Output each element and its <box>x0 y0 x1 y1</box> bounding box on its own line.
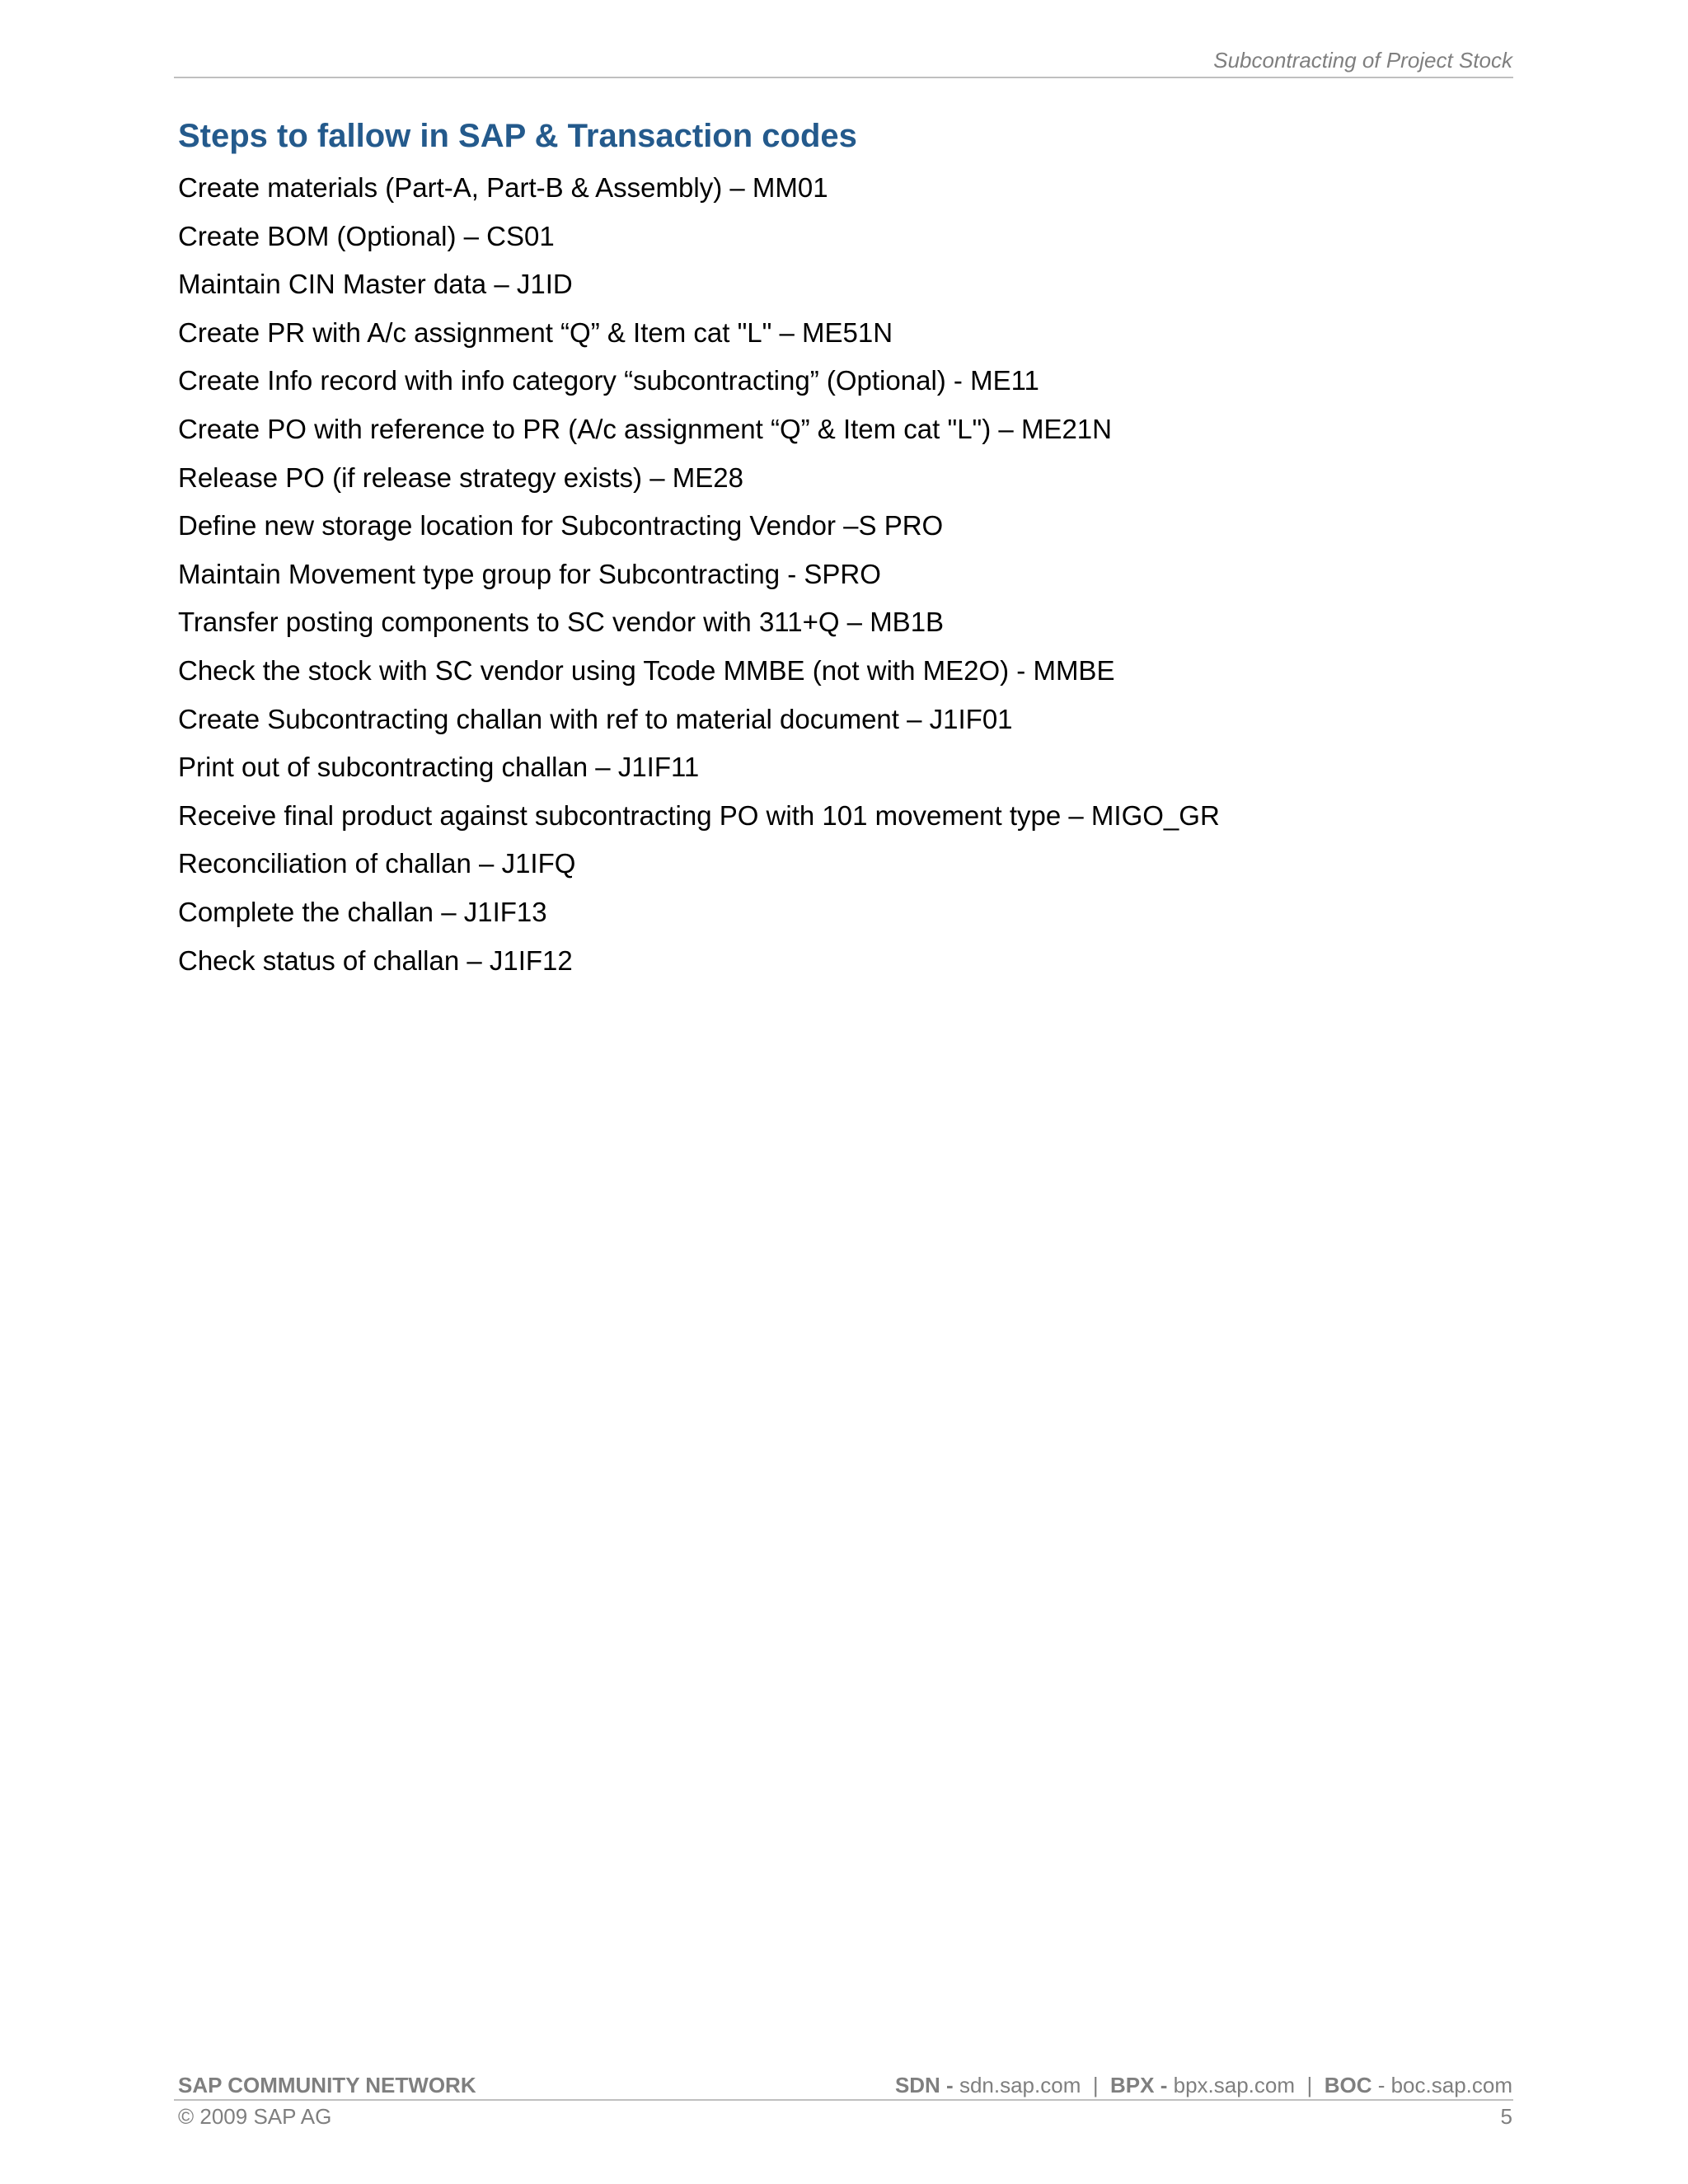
step-item: Create materials (Part-A, Part-B & Assembly) – MM01 <box>178 172 828 203</box>
footer-divider <box>174 2099 1513 2101</box>
step-item: Release PO (if release strategy exists) – ME28 <box>178 462 743 493</box>
step-item: Reconciliation of challan – J1IFQ <box>178 848 576 879</box>
sdn-link[interactable]: sdn.sap.com <box>959 2073 1081 2097</box>
footer-network-name: SAP COMMUNITY NETWORK <box>178 2073 476 2097</box>
boc-label: BOC <box>1324 2073 1372 2097</box>
step-item: Define new storage location for Subcontracting Vendor –S PRO <box>178 510 944 541</box>
step-item: Check status of challan – J1IF12 <box>178 944 573 976</box>
steps-list <box>178 171 1220 992</box>
step-item: Receive final product against subcontracting PO with 101 movement type – MIGO_GR <box>178 799 1220 831</box>
bpx-label: BPX - <box>1110 2073 1168 2097</box>
header-title: Subcontracting of Project Stock <box>1213 48 1512 73</box>
step-item: Transfer posting components to SC vendor with 311+Q – MB1B <box>178 607 945 638</box>
page-number: 5 <box>1500 2104 1512 2129</box>
bpx-link[interactable]: bpx.sap.com <box>1173 2073 1296 2097</box>
footer-separator: | <box>1306 2073 1313 2097</box>
footer-separator: | <box>1092 2073 1099 2097</box>
footer-copyright: © 2009 SAP AG <box>178 2104 332 2129</box>
step-item: Maintain Movement type group for Subcontracting - SPRO <box>178 558 881 589</box>
sdn-label: SDN - <box>894 2073 954 2097</box>
footer-links <box>895 2073 1512 2098</box>
step-item: Print out of subcontracting challan – J1IF11 <box>178 752 700 783</box>
step-item: Check the stock with SC vendor using Tcode MMBE (not with ME2O) - MMBE <box>178 654 1115 686</box>
step-item: Create PR with A/c assignment “Q” & Item cat "L" – ME51N <box>178 316 893 348</box>
step-item: Complete the challan – J1IF13 <box>178 896 547 927</box>
header-divider <box>174 77 1513 78</box>
step-item: Create Subcontracting challan with ref to material document – J1IF01 <box>178 703 1013 734</box>
step-item: Create Info record with info category “subcontracting” (Optional) - ME11 <box>178 365 1039 396</box>
step-item: Create PO with reference to PR (A/c assignment “Q” & Item cat "L") – ME21N <box>178 413 1112 444</box>
step-item: Maintain CIN Master data – J1ID <box>178 269 573 300</box>
step-item: Create BOM (Optional) – CS01 <box>178 220 555 251</box>
section-heading: Steps to fallow in SAP & Transaction codes <box>178 118 857 154</box>
boc-link[interactable]: - boc.sap.com <box>1377 2073 1512 2097</box>
